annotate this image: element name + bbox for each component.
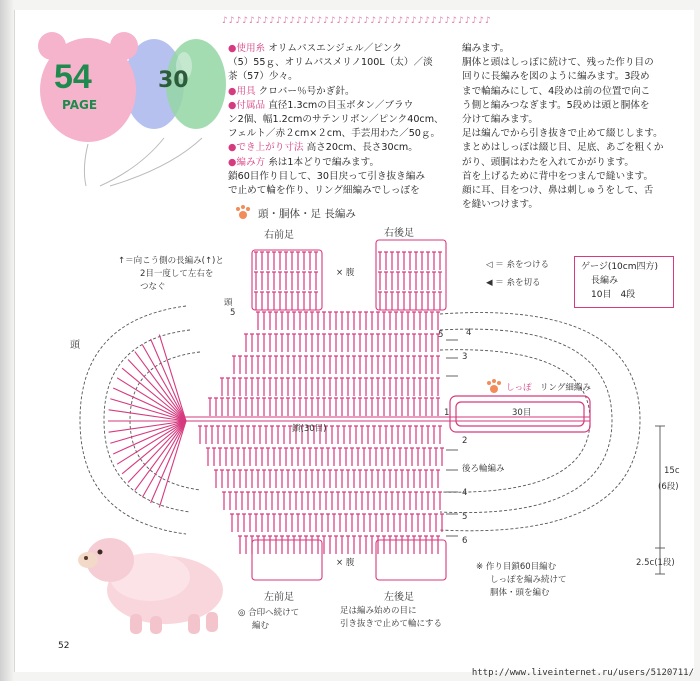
start-note-1: ※ 作り目鎖60目編む	[476, 562, 557, 572]
row-number-label: 3	[462, 352, 468, 362]
left-back-leg-block	[376, 540, 446, 580]
tail-count-label: 30目	[512, 408, 532, 418]
head-stitch	[159, 421, 186, 507]
instruction-text: で止めて輪を作り、リング細編みでしっぽを	[228, 185, 420, 197]
legend-cut: ◀ ＝ 糸を切る	[486, 278, 541, 288]
row-number-label: 6	[462, 536, 468, 546]
row-number-label: 4	[462, 488, 468, 498]
right-back-leg-label: 右後足	[384, 228, 414, 239]
diagram-section-title: 頭・胴体・足 長編み	[258, 208, 356, 220]
instruction-right-line: 顔に耳、目をつけ、鼻は刺しゅうをして、舌	[462, 185, 654, 197]
balloon-number: 30	[158, 68, 189, 93]
instruction-text: フェルト／赤２cm×２cm、手芸用わた／50ｇ。	[228, 128, 441, 140]
instruction-text: ン2個、幅1.2cmのサテンリボン／ピンク40cm、	[228, 114, 444, 126]
instruction-right-line: がり、頭胴はわたを入れてかがります。	[462, 156, 634, 168]
height-rows: (6段)	[658, 482, 679, 492]
sheep-photo	[70, 522, 230, 637]
instruction-right-line: まとめはしっぽは綴じ目、足底、あごを粗くか	[462, 142, 664, 154]
tail-paw-icon	[487, 379, 501, 393]
belly-bottom-label: × 腹	[336, 558, 355, 568]
head-row-label: 頭	[224, 298, 233, 308]
body-stitch-grid	[198, 252, 444, 554]
gauge-title: ゲージ(10cm四方)	[581, 262, 659, 272]
instruction-right-line: を縫いつけます。	[462, 199, 538, 211]
left-front-leg-label: 左前足	[264, 592, 294, 603]
instruction-heading: ●使用糸	[228, 43, 266, 54]
instruction-right-line: う側と編みつなぎます。5段めは頭と胴体を	[462, 99, 650, 111]
instruction-heading: ●でき上がり寸法	[228, 142, 304, 154]
instruction-text: 鎖60目作り目して、30目戻って引き抜き編み	[228, 170, 425, 182]
feet-note-1: 足は編み始めの目に	[340, 606, 417, 616]
instruction-text: オリムパスエンジェル／ピンク	[265, 43, 402, 54]
row-number-label: 5	[462, 512, 468, 522]
instruction-text: 直径1.3cmの目玉ボタン／ブラウ	[265, 99, 414, 111]
instruction-text: クロバー％号かぎ針。	[255, 85, 355, 97]
head-stitch	[159, 335, 186, 421]
join-note-3: つなぐ	[140, 282, 166, 292]
head-row-number: 5	[230, 308, 236, 318]
back-loop-label: 後ろ輪編み	[462, 464, 505, 474]
row-arrows	[446, 340, 458, 536]
instruction-right-line: 分けて編みます。	[462, 114, 538, 126]
page-badge-number: 54	[54, 58, 92, 96]
legend-attach: ◁ ＝ 糸をつける	[486, 260, 549, 270]
join-note-1: ↑＝向こう側の長編み(↑)と	[118, 256, 224, 266]
music-notes-border: ♪♪♪♪♪♪♪♪♪♪♪♪♪♪♪♪♪♪♪♪♪♪♪♪♪♪♪♪♪♪♪♪♪♪♪♪♪♪♪♪	[222, 16, 492, 26]
left-back-leg-label: 左後足	[384, 592, 414, 603]
right-front-leg-label: 右前足	[264, 230, 294, 241]
start-note-3: 胴体・頭を編む	[490, 588, 550, 598]
leg-note-2: 編む	[252, 621, 270, 631]
height-dimension: 15c	[664, 466, 680, 476]
row-number-label: 4	[466, 328, 472, 338]
instruction-text: 高さ20cm、長さ30cm。	[303, 142, 418, 154]
gauge-count: 10目 4段	[591, 290, 636, 300]
gauge-stitch: 長編み	[591, 276, 619, 286]
head-label: 頭	[70, 340, 80, 351]
instruction-right-line: まで輪編みにして、4段めは前の位置で向こ	[462, 85, 651, 97]
join-note-2: 2目一度して左右を	[140, 269, 214, 279]
instruction-text: （5）55ｇ、オリムパスメリノ100L（太）／淡	[228, 57, 433, 69]
dimension-lines	[655, 426, 665, 574]
instruction-right-line: 胴体と頭はしっぽに続けて、残った作り目の	[462, 57, 654, 69]
gauge-box	[574, 256, 674, 308]
instruction-right-line: 足は編んでから引き抜きで止めて綴じします。	[462, 128, 663, 140]
instruction-text: 茶（57）少々。	[228, 71, 298, 83]
page-number: 52	[58, 641, 70, 651]
paw-icon	[236, 205, 250, 219]
belly-top-label: × 腹	[336, 268, 355, 278]
instruction-right-line: 編みます。	[462, 43, 510, 54]
row-number-label: 1	[444, 408, 450, 418]
head-fan-stitches	[108, 335, 186, 508]
instruction-right-line: 首を上げるために背中をつまんで縫います。	[462, 170, 654, 182]
instruction-heading: ●付属品	[228, 99, 266, 111]
source-url: http://www.liveinternet.ru/users/5120711/	[471, 668, 694, 678]
width-dimension: 2.5c(1段)	[636, 558, 675, 568]
row-number-label: 2	[462, 436, 468, 446]
instruction-text: 糸は1本どりで編みます。	[265, 156, 380, 168]
instruction-heading: ●編み方	[228, 156, 266, 168]
tail-method-label: リング細編み	[540, 383, 591, 393]
page-badge-word: PAGE	[62, 98, 98, 112]
instruction-right-line: 回りに長編みを図のように編みます。3段め	[462, 71, 650, 83]
instruction-heading: ●用具	[228, 85, 256, 97]
row-number-label: 5	[438, 330, 444, 340]
tail-label: しっぽ	[506, 383, 532, 393]
start-note-2: しっぽを編み続けて	[490, 575, 567, 585]
leg-note-1: ◎ 合印へ続けて	[238, 608, 300, 618]
feet-note-2: 引き抜きで止めて輪にする	[340, 619, 443, 629]
center-chain-count: 鎖(30目)	[292, 424, 327, 434]
